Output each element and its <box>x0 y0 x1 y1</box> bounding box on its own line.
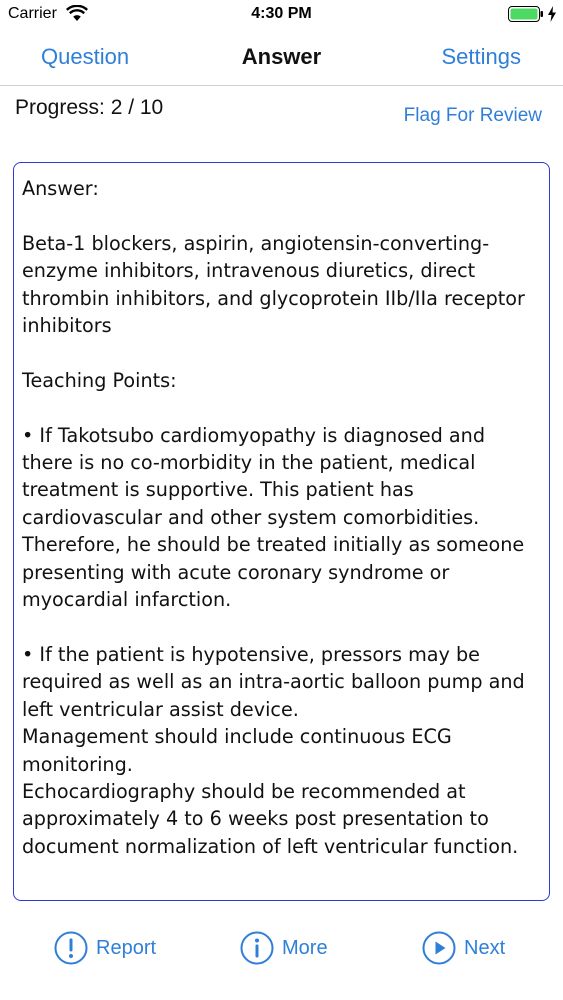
progress-label: Progress: 2 / 10 <box>15 96 164 119</box>
report-label: Report <box>96 936 157 959</box>
info-circle-icon <box>240 931 274 965</box>
carrier-label: Carrier <box>8 5 57 22</box>
exclamation-circle-icon <box>54 931 88 965</box>
settings-nav-button[interactable]: Settings <box>441 44 521 69</box>
more-label: More <box>282 936 328 959</box>
question-nav-button[interactable]: Question <box>41 44 130 69</box>
next-label: Next <box>464 936 506 959</box>
flag-for-review-button[interactable]: Flag For Review <box>403 105 542 126</box>
bottom-toolbar <box>0 925 563 971</box>
answer-text-view[interactable] <box>13 162 550 901</box>
navigation-bar <box>0 40 563 86</box>
answer-text: Answer: Beta-1 blockers, aspirin, angiotensin-converting-enzyme inhibitors, intravenous diuretics, direct thrombin inhibitors, and glycoprotein IIb/IIa receptor inhibitors Teaching Points: • If Takotsubo cardiomyopathy is diagnosed and there is no co-morbidity in the patient, medical treatment is supportive. This patient has cardiovascular and other system comorbidities. Therefore, he should be treated initially as someone presenting with acute coronary syndrome or myocardial infarction. • If the patient is hypotensive, pressors may be required as well as an intra-aortic balloon pump and left ventricular assist device. Management should include continuous ECG monitoring. Echocardiography should be recommended at approximately 4 to 6 weeks post presentation to document normalization of left ventricular function. <box>22 177 525 858</box>
battery-icon <box>508 6 544 22</box>
next-button[interactable] <box>422 925 505 971</box>
page-title: Answer <box>241 44 322 69</box>
status-time: 4:30 PM <box>251 5 312 22</box>
report-button[interactable] <box>54 925 156 971</box>
play-circle-icon <box>422 931 456 965</box>
charging-bolt-icon <box>547 6 557 22</box>
status-bar <box>0 0 563 30</box>
more-button[interactable] <box>240 925 328 971</box>
